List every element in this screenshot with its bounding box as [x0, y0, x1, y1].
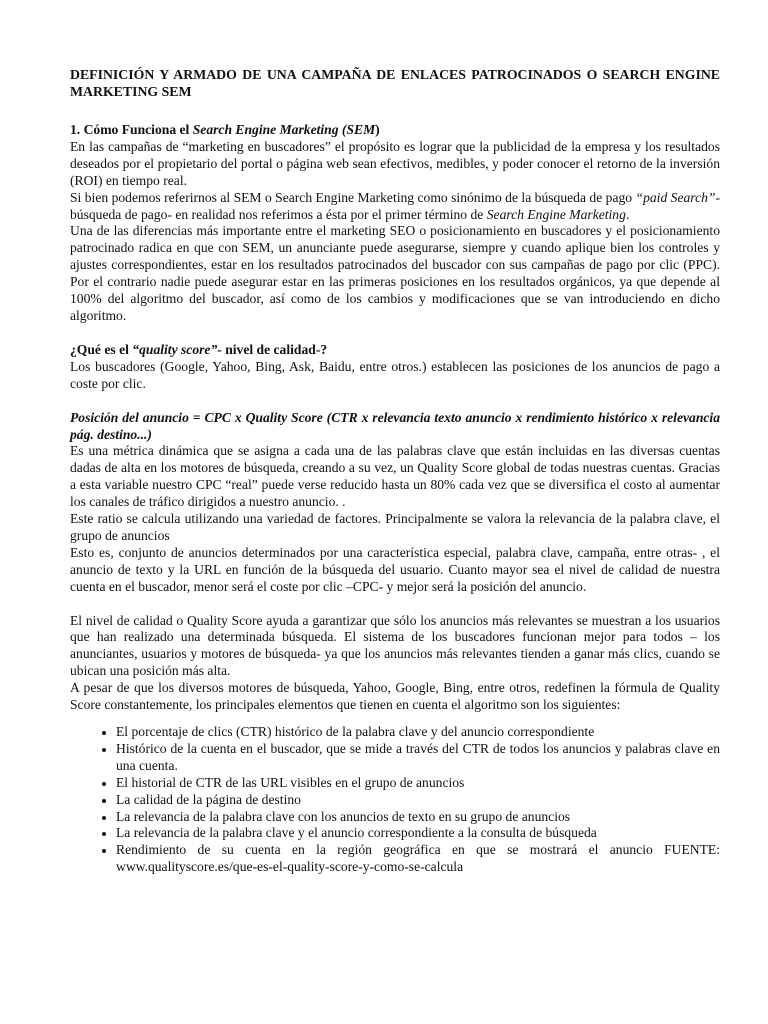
paragraph-sem-2-c: . [625, 206, 630, 222]
spacer [70, 596, 720, 613]
list-item: • La calidad de la página de destino [116, 792, 720, 809]
paragraph-formula-2: Este ratio se calcula utilizando una variedad de factores. Principalmente se valora la relevancia de la palabra clave, el grupo de anuncios [70, 511, 720, 543]
section-heading-italic: Search Engine Marketing (SEM [192, 122, 376, 137]
quality-score-heading [70, 342, 720, 359]
section-heading-sem [70, 122, 720, 139]
paragraph-quality-1: Los buscadores (Google, Yahoo, Bing, Ask, Baidu, entre otros.) establecen las posiciones de los anuncios de pago a coste por clic. [70, 358, 720, 391]
list-item: • El porcentaje de clics (CTR) histórico de la palabra clave y del anuncio correspondiente [116, 724, 720, 741]
paragraph-sem-3: Una de las diferencias más importante entre el marketing SEO o posicionamiento en buscadores y el posicionamiento patrocinado radica en que con SEM, un anunciante puede asegurarse, siempre y cuando aplique bien los controles y ajustes correspondientes, estar en los resultados patrocinados del buscador con sus campañas de pago por clic (PPC). Por el contrario nadie puede asegurar estar en las primeras posiciones en los resultados orgánicos, ya que depende al 100% del algoritmo del buscador, así como de los cambios y modificaciones que se van introduciendo en dicho algoritmo. [70, 223, 720, 323]
list-item: • La relevancia de la palabra clave con los anuncios de texto en su grupo de anuncios [116, 809, 720, 826]
document-title: DEFINICIÓN Y ARMADO DE UNA CAMPAÑA DE ENLACES PATROCINADOS O SEARCH ENGINE MARKETING SEM [70, 67, 720, 99]
formula-heading: Posición del anuncio = CPC x Quality Score (CTR x relevancia texto anuncio x rendimiento histórico x relevancia pág. destino...) [70, 409, 720, 442]
list-item: • Histórico de la cuenta en el buscador, que se mide a través del CTR de todos los anuncios y palabras clave en una cuenta. [116, 741, 720, 775]
paragraph-sem-1: En las campañas de “marketing en buscadores” el propósito es lograr que la publicidad de la empresa y los resultados deseados por el propietario del portal o página web sean efectivos, medibles, y poder conocer el retorno de la inversión (ROI) en tiempo real. [70, 138, 720, 188]
factor-list [70, 724, 720, 876]
spacer [70, 325, 720, 342]
section-heading-suffix: ) [375, 122, 380, 137]
spacer [70, 393, 720, 410]
paragraph-sem-2-b: - búsqueda de pago- en realidad nos referimos a ésta por el primer término de [70, 189, 720, 222]
section-heading-prefix: 1. Cómo Funciona el [70, 122, 193, 137]
paragraph-sem-2-a: Si bien podemos referirnos al SEM o Search Engine Marketing como sinónimo de la búsqueda de pago [70, 189, 636, 205]
quality-heading-italic: “quality score” [132, 341, 218, 357]
paragraph-closing-1: El nivel de calidad o Quality Score ayuda a garantizar que sólo los anuncios más relevantes se muestran a los usuarios que han realizado una determinada búsqueda. El sistema de los buscadores funcionan mejor para todos – los anunciantes, usuarios y motores de búsqueda- ya que los anuncios más relevantes tienden a ganar más clics, cuando se ubican una posición más alta. [70, 612, 720, 679]
quality-heading-a: ¿Qué es el [70, 341, 133, 357]
paragraph-formula-1: Es una métrica dinámica que se asigna a cada una de las palabras clave que están incluidas en las diversas cuentas dadas de alta en los motores de búsqueda, creando a su vez, un Quality Score global de todas nuestras cuentas. Gracias a esta variable nuestro CPC “real” puede verse reducido hasta un 80% cada vez que se diversifica el costo al aumentar los canales de tráfico dirigidos a nuestro anuncio. . [70, 443, 720, 510]
paragraph-sem-2 [70, 190, 720, 224]
paragraph-sem-2-italic-2: Search Engine Marketing [486, 206, 626, 222]
list-item: • Rendimiento de su cuenta en la región geográfica en que se mostrará el anuncio FUENTE: www.qualityscore.es/que-es-el-quality-score-y-como-se-calcula [116, 842, 720, 876]
document-page [70, 66, 720, 876]
list-item: • La relevancia de la palabra clave y el anuncio correspondiente a la consulta de búsqueda [116, 825, 720, 842]
paragraph-formula-3: Esto es, conjunto de anuncios determinados por una característica especial, palabra clave, campaña, entre otras- , el anuncio de texto y la URL en función de la búsqueda del usuario. Cuanto mayor sea el nivel de calidad de nuestra cuenta en el buscador, menor será el coste por clic –CPC- y mejor será la posición del anuncio. [70, 544, 720, 594]
list-item: • El historial de CTR de las URL visibles en el grupo de anuncios [116, 775, 720, 792]
paragraph-sem-2-italic-1: “paid Search” [635, 189, 716, 205]
paragraph-closing-2: A pesar de que los diversos motores de búsqueda, Yahoo, Google, Bing, entre otros, redefinen la fórmula de Quality Score constantemente, los principales elementos que tienen en cuenta el algoritmo son los siguientes: [70, 680, 720, 713]
quality-heading-b: - nivel de calidad-? [217, 341, 328, 357]
